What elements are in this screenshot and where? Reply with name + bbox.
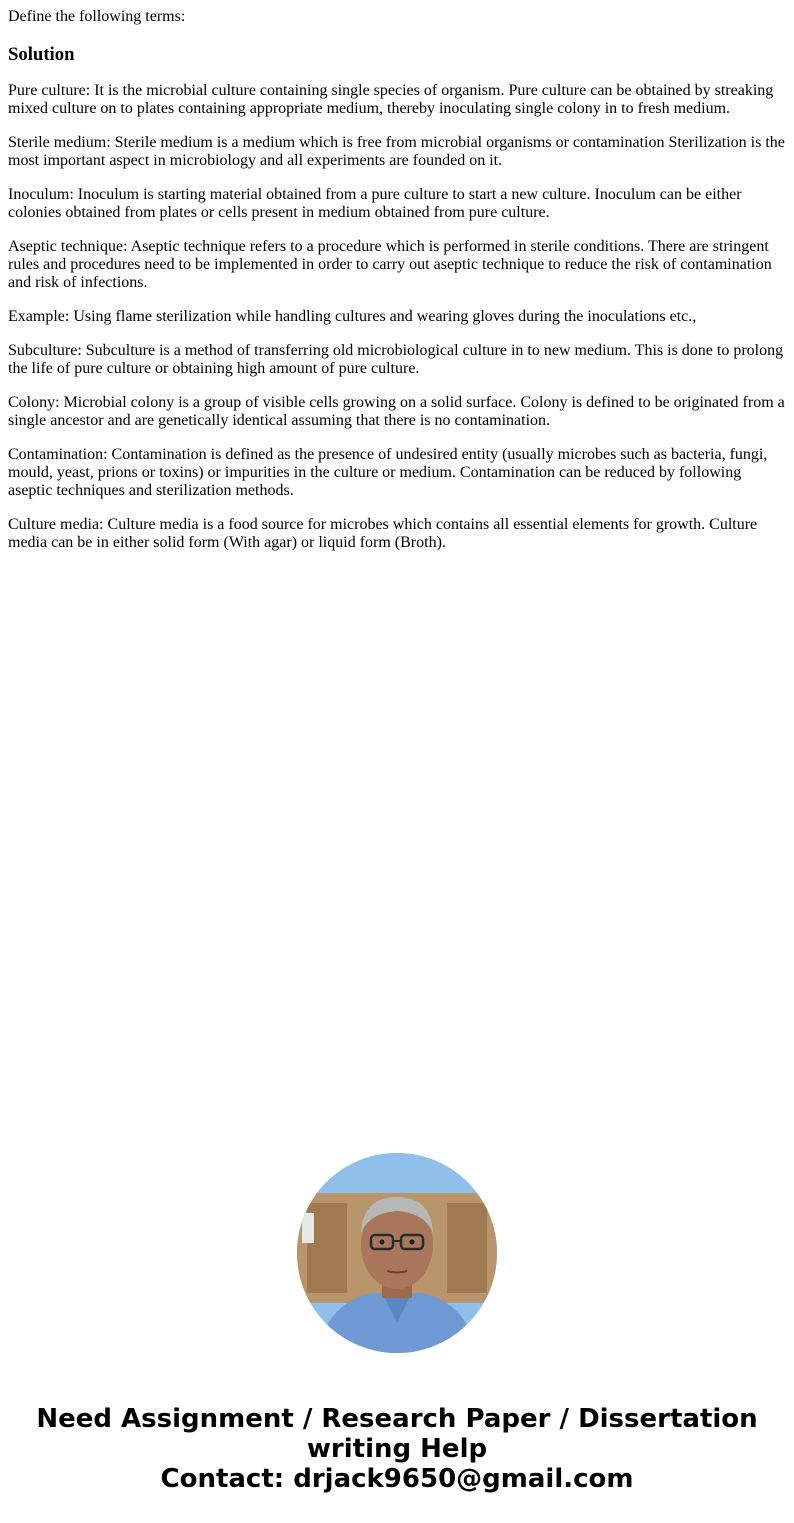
paragraph-contamination: Contamination: Contamination is defined as the presence of undesired entity (usually microbes such as bacteria, fungi, mould, yeast, prions or toxins) or impurities in the culture or medium. Contamination can be reduced by following aseptic techniques and sterilization methods.	[8, 446, 768, 499]
avatar	[297, 1153, 497, 1353]
cta-line-2: writing Help	[306, 1434, 488, 1464]
paragraph-pure-culture: Pure culture: It is the microbial culture containing single species of organism. Pure culture can be obtained by streaking mixed culture on to plates containing appropriate medium, thereby inoculating single colony in to fresh medium.	[8, 82, 774, 117]
paragraph-aseptic-technique: Aseptic technique: Aseptic technique refers to a procedure which is performed in sterile conditions. There are stringent rules and procedures need to be implemented in order to carry out aseptic technique to reduce the risk of contamination and risk of infections.	[8, 238, 772, 291]
paragraph-subculture: Subculture: Subculture is a method of transferring old microbiological culture in to new medium. This is done to prolong the life of pure culture or obtaining high amount of pure culture.	[8, 342, 784, 377]
paragraph-example: Example: Using flame sterilization while handling cultures and wearing gloves during the inoculations etc.,	[8, 308, 697, 325]
question-text: Define the following terms:	[8, 8, 186, 25]
paragraph-colony: Colony: Microbial colony is a group of visible cells growing on a solid surface. Colony is defined to be originated from a single ancestor and are genetically identical assuming that there is no contamination.	[8, 394, 785, 429]
paragraph-inoculum: Inoculum: Inoculum is starting material obtained from a pure culture to start a new culture. Inoculum can be either colonies obtained from plates or cells present in medium obtained from pure culture.	[8, 186, 742, 221]
solution-heading: Solution	[8, 44, 75, 65]
paragraph-sterile-medium: Sterile medium: Sterile medium is a medium which is free from microbial organisms or contamination Sterilization is the most important aspect in microbiology and all experiments are founded on it.	[8, 134, 785, 169]
person-photo-icon	[297, 1153, 497, 1353]
document-content	[8, 8, 786, 552]
cta-line-1: Need Assignment / Research Paper / Dissertation	[36, 1404, 758, 1434]
contact-banner	[0, 1404, 794, 1494]
paragraph-culture-media: Culture media: Culture media is a food source for microbes which contains all essential elements for growth. Culture media can be in either solid form (With agar) or liquid form (Broth).	[8, 516, 758, 551]
cta-line-3: Contact: drjack9650@gmail.com	[160, 1464, 634, 1494]
